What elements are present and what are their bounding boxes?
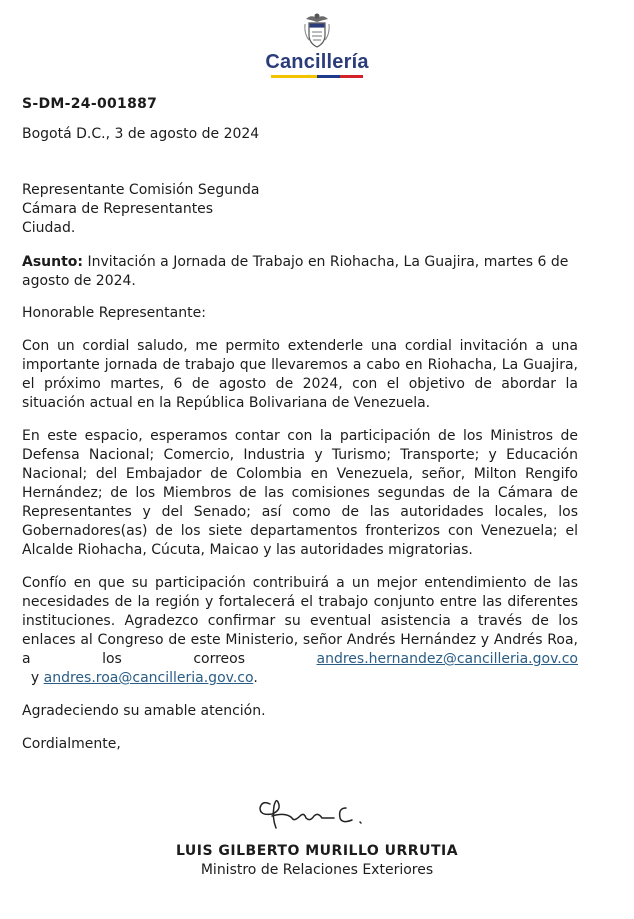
confirmation-text: Confío en que su participación contribuirá a un mejor entendimiento de las necesidades de la región y fortalecerá el trabajo conjunto entre las diferentes instituciones. Agradezco confirmar su eventual asistencia a través de los enlaces al Congreso de este Ministerio, señor Andrés Hernández y Andrés Roa, a los correos — [22, 575, 578, 667]
flag-stripe — [0, 75, 634, 78]
recipient-line: Ciudad. — [22, 220, 76, 236]
letterhead — [0, 10, 634, 78]
email-link-hernandez[interactable]: andres.hernandez@cancilleria.gov.co — [316, 651, 578, 667]
signer-title: Ministro de Relaciones Exteriores — [200, 862, 434, 878]
subject-line — [22, 253, 578, 291]
reference-number: S-DM-24-001887 — [22, 96, 158, 112]
coat-of-arms-icon — [302, 10, 332, 50]
signature-block — [0, 794, 634, 880]
place-date: Bogotá D.C., 3 de agosto de 2024 — [22, 126, 260, 142]
paragraph-end: . — [253, 670, 258, 686]
paragraph-invitation: Con un cordial saludo, me permito extenderle una cordial invitación a una importante jornada de trabajo que llevaremos a cabo en Riohacha, La Guajira, el próximo martes, 6 de agosto de 2024, con el objetivo de abordar la situación actual en la República Bolivariana de Venezuela. — [22, 338, 578, 411]
subject-label: Asunto: — [22, 254, 84, 270]
subject-text: Invitación a Jornada de Trabajo en Riohacha, La Guajira, martes 6 de agosto de 2024. — [22, 254, 569, 289]
handwritten-signature — [242, 794, 392, 834]
salutation: Honorable Representante: — [22, 305, 206, 321]
letter-body — [22, 95, 578, 754]
email-joiner: y — [22, 670, 44, 686]
signer-name: LUIS GILBERTO MURILLO URRUTIA — [175, 843, 459, 859]
paragraph-confirmation — [22, 574, 578, 688]
thanks-line: Agradeciendo su amable atención. — [22, 703, 266, 719]
recipient-block — [22, 181, 578, 238]
recipient-line: Cámara de Representantes — [22, 201, 214, 217]
closing: Cordialmente, — [22, 736, 121, 752]
paragraph-participants: En este espacio, esperamos contar con la participación de los Ministros de Defensa Nacional; Comercio, Industria y Turismo; Transporte; y Educación Nacional; del Embajador de Colombia en Venezuela, señor, Milton Rengifo Hernández; de los Miembros de las comisiones segundas de la Cámara de Representantes y del Senado; así como de las autoridades locales, los Gobernadores(as) de los siete departamentos fronterizos con Venezuela; el Alcalde Riohacha, Cúcuta, Maicao y las autoridades migratorias. — [22, 428, 578, 558]
recipient-line: Representante Comisión Segunda — [22, 182, 260, 198]
email-link-roa[interactable]: andres.roa@cancilleria.gov.co — [43, 670, 254, 686]
brand-wordmark: Cancillería — [265, 51, 369, 73]
